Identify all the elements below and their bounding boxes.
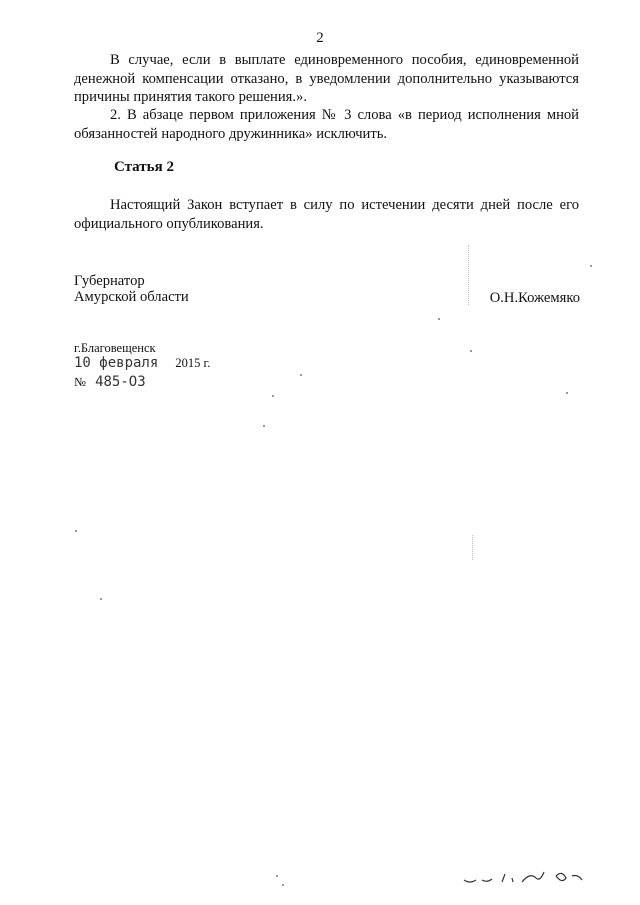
date-year: 2015 г. <box>175 356 211 370</box>
scan-speck <box>100 598 102 600</box>
date-stamp: 10 февраля <box>74 355 159 371</box>
signature-title-line: Губернатор <box>74 273 145 289</box>
law-number-line <box>74 374 146 390</box>
signatory-name: О.Н.Кожемяко <box>489 290 580 306</box>
scan-speck <box>282 884 284 886</box>
paragraph-text: Настоящий Закон вступает в силу по истечении десяти дней после его официального опубликования. <box>74 197 579 232</box>
place-of-signing: г.Благовещенск <box>74 341 156 355</box>
date-line <box>74 355 210 371</box>
scan-speck <box>263 425 265 427</box>
scan-speck <box>276 875 278 877</box>
signature-title <box>74 274 189 305</box>
number-sign: № <box>74 375 86 389</box>
law-number-stamp: 485-ОЗ <box>95 374 146 390</box>
scan-speck <box>272 395 274 397</box>
scan-artifact-line <box>468 245 469 305</box>
scan-speck <box>75 530 77 532</box>
article-heading: Статья 2 <box>114 159 174 175</box>
scan-speck <box>590 265 592 267</box>
scan-speck <box>470 350 472 352</box>
scan-speck <box>438 318 440 320</box>
paragraph-appendix-amendment <box>74 106 579 143</box>
paragraph-text: 2. В абзаце первом приложения № 3 слова «в период исполнения мной обязанностей народного дружинника» исключить. <box>74 107 579 142</box>
scan-speck <box>300 374 302 376</box>
paragraph-amendment-text <box>74 51 579 107</box>
signature-title-line: Амурской области <box>74 288 189 305</box>
scan-artifact-line <box>472 535 473 560</box>
paragraph-text: В случае, если в выплате единовременного пособия, единовременной денежной компенсации отказано, в уведомлении дополнительно указываются причины принятия такого решения.». <box>74 52 579 105</box>
paragraph-entry-into-force <box>74 196 579 233</box>
handwritten-mark-icon <box>462 866 592 888</box>
scan-speck <box>566 392 568 394</box>
page-number: 2 <box>316 30 324 46</box>
